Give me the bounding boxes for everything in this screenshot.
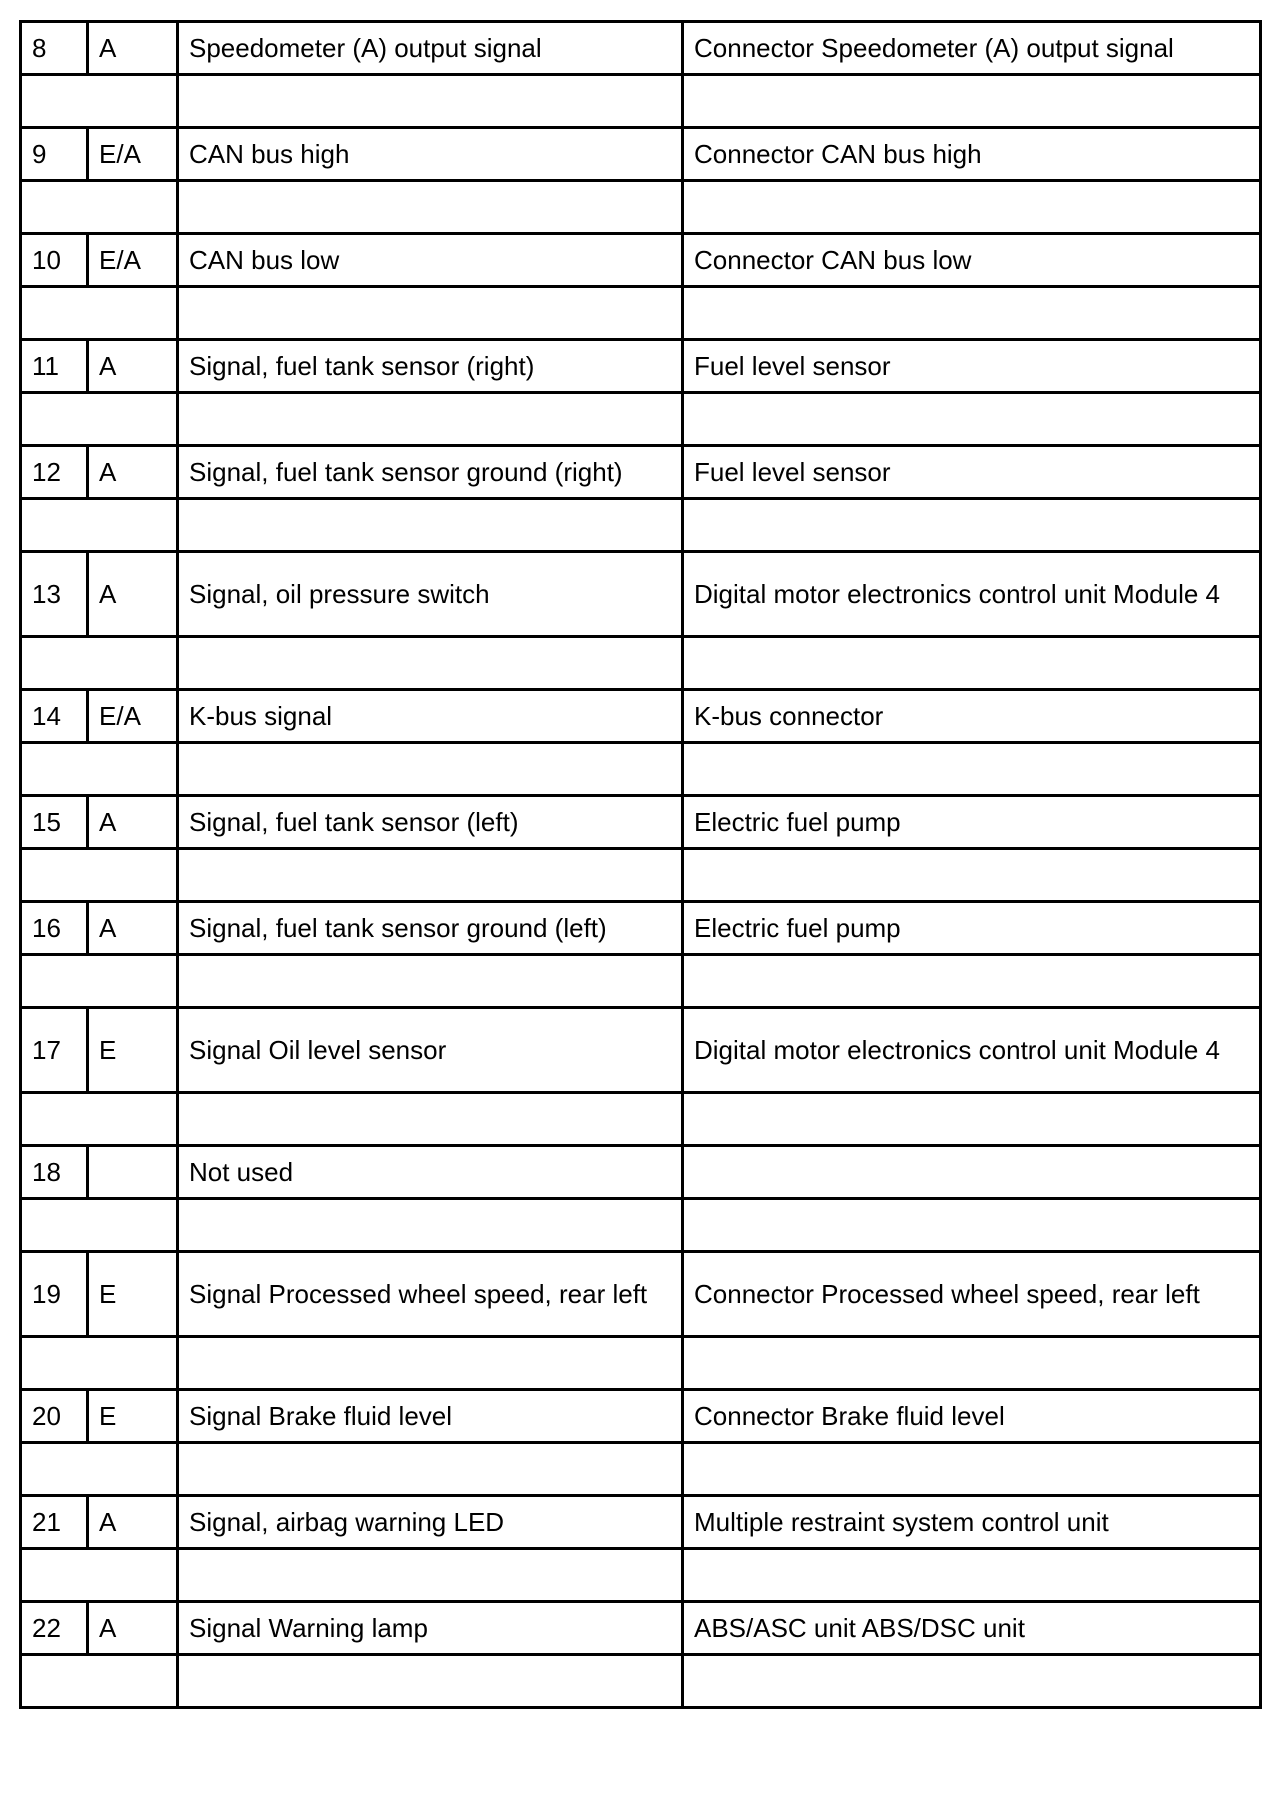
io-direction-cell: E <box>88 1252 178 1337</box>
spacer-cell <box>21 1337 178 1390</box>
table-row <box>21 796 1261 849</box>
table-row <box>21 690 1261 743</box>
signal-description-cell: Signal, airbag warning LED <box>178 1496 683 1549</box>
spacer-cell <box>683 287 1261 340</box>
spacer-cell <box>683 393 1261 446</box>
io-direction-cell: A <box>88 22 178 75</box>
table-row <box>21 552 1261 637</box>
spacer-cell <box>21 849 178 902</box>
pin-number-cell: 12 <box>21 446 88 499</box>
table-row <box>21 1008 1261 1093</box>
table-row <box>21 234 1261 287</box>
spacer-cell <box>178 1199 683 1252</box>
io-direction-cell: A <box>88 796 178 849</box>
pin-number-cell: 21 <box>21 1496 88 1549</box>
signal-description-cell: CAN bus low <box>178 234 683 287</box>
spacer-cell <box>683 1655 1261 1708</box>
io-direction-cell: A <box>88 340 178 393</box>
spacer-cell <box>21 955 178 1008</box>
connection-cell: Connector Processed wheel speed, rear left <box>683 1252 1261 1337</box>
spacer-cell <box>178 955 683 1008</box>
pin-number-cell: 10 <box>21 234 88 287</box>
spacer-cell <box>21 1443 178 1496</box>
io-direction-cell: A <box>88 446 178 499</box>
spacer-cell <box>21 743 178 796</box>
signal-description-cell: Signal Warning lamp <box>178 1602 683 1655</box>
connection-cell: Fuel level sensor <box>683 446 1261 499</box>
io-direction-cell: A <box>88 1602 178 1655</box>
connection-cell: Connector Brake fluid level <box>683 1390 1261 1443</box>
spacer-cell <box>178 499 683 552</box>
spacer-row <box>21 1337 1261 1390</box>
connection-cell: K-bus connector <box>683 690 1261 743</box>
pin-number-cell: 14 <box>21 690 88 743</box>
spacer-cell <box>178 743 683 796</box>
signal-description-cell: Signal Brake fluid level <box>178 1390 683 1443</box>
spacer-row <box>21 1655 1261 1708</box>
spacer-row <box>21 1549 1261 1602</box>
io-direction-cell: A <box>88 1496 178 1549</box>
spacer-cell <box>21 1549 178 1602</box>
spacer-cell <box>683 1337 1261 1390</box>
spacer-cell <box>178 849 683 902</box>
signal-description-cell: Signal Processed wheel speed, rear left <box>178 1252 683 1337</box>
spacer-cell <box>178 1549 683 1602</box>
table-row <box>21 1602 1261 1655</box>
table-row <box>21 22 1261 75</box>
io-direction-cell: A <box>88 902 178 955</box>
spacer-cell <box>683 743 1261 796</box>
spacer-row <box>21 743 1261 796</box>
spacer-cell <box>683 849 1261 902</box>
pin-number-cell: 16 <box>21 902 88 955</box>
spacer-cell <box>178 1337 683 1390</box>
signal-description-cell: CAN bus high <box>178 128 683 181</box>
table-row <box>21 1146 1261 1199</box>
spacer-row <box>21 637 1261 690</box>
table-row <box>21 1390 1261 1443</box>
connection-cell: Electric fuel pump <box>683 902 1261 955</box>
pin-assignment-table <box>19 20 1262 1709</box>
signal-description-cell: Not used <box>178 1146 683 1199</box>
signal-description-cell: Speedometer (A) output signal <box>178 22 683 75</box>
pin-number-cell: 8 <box>21 22 88 75</box>
spacer-cell <box>178 75 683 128</box>
signal-description-cell: K-bus signal <box>178 690 683 743</box>
connection-cell: Digital motor electronics control unit Module 4 <box>683 552 1261 637</box>
table-row <box>21 128 1261 181</box>
spacer-row <box>21 1443 1261 1496</box>
spacer-cell <box>21 637 178 690</box>
spacer-cell <box>178 1655 683 1708</box>
connection-cell: ABS/ASC unit ABS/DSC unit <box>683 1602 1261 1655</box>
spacer-cell <box>178 1093 683 1146</box>
pin-number-cell: 22 <box>21 1602 88 1655</box>
spacer-cell <box>683 1093 1261 1146</box>
io-direction-cell: E/A <box>88 234 178 287</box>
io-direction-cell: E <box>88 1008 178 1093</box>
pin-number-cell: 18 <box>21 1146 88 1199</box>
pin-number-cell: 15 <box>21 796 88 849</box>
spacer-row <box>21 181 1261 234</box>
spacer-row <box>21 1199 1261 1252</box>
connection-cell: Electric fuel pump <box>683 796 1261 849</box>
spacer-cell <box>21 181 178 234</box>
spacer-row <box>21 1093 1261 1146</box>
io-direction-cell: E/A <box>88 128 178 181</box>
spacer-cell <box>21 499 178 552</box>
spacer-cell <box>178 287 683 340</box>
spacer-cell <box>683 637 1261 690</box>
table-body <box>21 22 1261 1708</box>
connection-cell: Fuel level sensor <box>683 340 1261 393</box>
table-row <box>21 1252 1261 1337</box>
spacer-cell <box>683 955 1261 1008</box>
signal-description-cell: Signal Oil level sensor <box>178 1008 683 1093</box>
pin-number-cell: 11 <box>21 340 88 393</box>
io-direction-cell: A <box>88 552 178 637</box>
spacer-row <box>21 499 1261 552</box>
pin-number-cell: 20 <box>21 1390 88 1443</box>
io-direction-cell: E/A <box>88 690 178 743</box>
spacer-cell <box>21 75 178 128</box>
connection-cell: Connector CAN bus high <box>683 128 1261 181</box>
connection-cell: Multiple restraint system control unit <box>683 1496 1261 1549</box>
spacer-cell <box>21 1093 178 1146</box>
pin-number-cell: 9 <box>21 128 88 181</box>
signal-description-cell: Signal, fuel tank sensor (left) <box>178 796 683 849</box>
table-row <box>21 446 1261 499</box>
pin-number-cell: 19 <box>21 1252 88 1337</box>
signal-description-cell: Signal, oil pressure switch <box>178 552 683 637</box>
table-row <box>21 1496 1261 1549</box>
spacer-row <box>21 955 1261 1008</box>
spacer-cell <box>683 499 1261 552</box>
spacer-cell <box>683 1443 1261 1496</box>
io-direction-cell <box>88 1146 178 1199</box>
spacer-row <box>21 393 1261 446</box>
spacer-cell <box>21 1199 178 1252</box>
spacer-cell <box>21 393 178 446</box>
table-row <box>21 902 1261 955</box>
io-direction-cell: E <box>88 1390 178 1443</box>
spacer-row <box>21 75 1261 128</box>
connection-cell: Connector CAN bus low <box>683 234 1261 287</box>
spacer-cell <box>178 181 683 234</box>
spacer-row <box>21 287 1261 340</box>
connection-cell: Digital motor electronics control unit Module 4 <box>683 1008 1261 1093</box>
spacer-cell <box>683 75 1261 128</box>
pin-number-cell: 17 <box>21 1008 88 1093</box>
pin-number-cell: 13 <box>21 552 88 637</box>
spacer-cell <box>683 1199 1261 1252</box>
spacer-cell <box>178 1443 683 1496</box>
connection-cell <box>683 1146 1261 1199</box>
signal-description-cell: Signal, fuel tank sensor ground (right) <box>178 446 683 499</box>
signal-description-cell: Signal, fuel tank sensor ground (left) <box>178 902 683 955</box>
spacer-cell <box>683 1549 1261 1602</box>
table-row <box>21 340 1261 393</box>
spacer-cell <box>683 181 1261 234</box>
spacer-cell <box>21 1655 178 1708</box>
spacer-cell <box>21 287 178 340</box>
signal-description-cell: Signal, fuel tank sensor (right) <box>178 340 683 393</box>
spacer-cell <box>178 393 683 446</box>
connection-cell: Connector Speedometer (A) output signal <box>683 22 1261 75</box>
spacer-row <box>21 849 1261 902</box>
spacer-cell <box>178 637 683 690</box>
